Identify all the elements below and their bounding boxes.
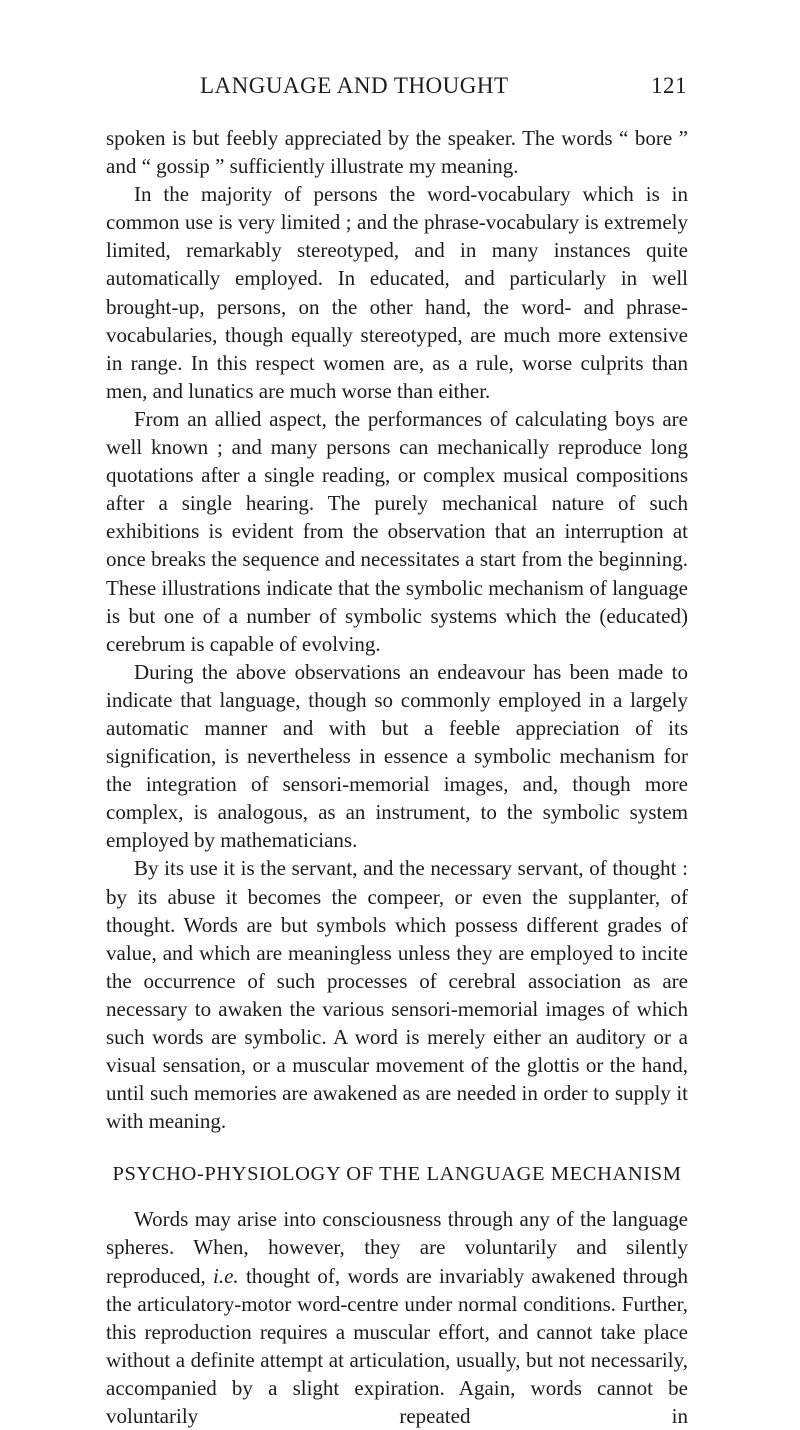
paragraph-continued: spoken is but feebly appreciated by the speaker. The words “ bore ” and “ gossip ” sufficiently illustrate my meaning. xyxy=(106,126,688,179)
paragraph-psycho-physiology xyxy=(106,1205,688,1430)
running-title: LANGUAGE AND THOUGHT xyxy=(200,73,509,98)
section-heading: PSYCHO-PHYSIOLOGY OF THE LANGUAGE MECHANISM xyxy=(112,1163,682,1186)
page-number: 121 xyxy=(651,73,687,98)
paragraph-symbolic-mechanism: During the above observations an endeavour has been made to indicate that language, though so commonly employed in a largely automatic manner and with but a feeble appreciation of its signification, is nevertheless in essence a symbolic mechanism for the integration of sensori-memorial images, and, though more complex, is analogous, as an instrument, to the symbolic system employed by mathematicians. xyxy=(106,659,688,853)
text-run: thought of, words are invariably awakened through the articulatory-motor word-centre under normal conditions. Further, this reproduction requires a muscular effort, and cannot take place without a definite attempt at articulation, usually, but not necessarily, accompanied by a slight expiration. Again, words cannot be voluntarily repeated in xyxy=(106,1263,688,1429)
text-run: Words may arise into consciousness through any of the language spheres. When, however, they are voluntarily and silently reproduced, xyxy=(106,1207,688,1288)
paragraph-vocabulary: In the majority of persons the word-vocabulary which is in common use is very limited ; and the phrase-vocabulary is extremely limited, remarkably stereotyped, and in many instances quite automatically employed. In educated, and particularly in well brought-up, persons, on the other hand, the word- and phrase-vocabularies, though equally stereotyped, are much more extensive in range. In this respect women are, as a rule, worse culprits than men, and lunatics are much worse than either. xyxy=(106,182,688,403)
running-head xyxy=(200,73,687,107)
paragraph-calculating-boys: From an allied aspect, the performances of calculating boys are well known ; and many persons can mechanically reproduce long quotations after a single reading, or complex musical compositions after a single hearing. The purely mechanical nature of such exhibitions is evident from the observation that an interruption at once breaks the sequence and necessitates a start from the beginning. These illustrations indicate that the symbolic mechanism of language is but one of a number of symbolic systems which the (educated) cerebrum is capable of evolving. xyxy=(106,406,688,656)
italic-abbreviation: i.e. xyxy=(213,1263,239,1288)
body-text xyxy=(106,124,688,1430)
paragraph-servant-of-thought: By its use it is the servant, and the necessary servant, of thought : by its abuse it becomes the compeer, or even the supplanter, of thought. Words are but symbols which possess different grades of value, and which are meaningless unless they are employed to incite the occurrence of such processes of cerebral association as are necessary to awaken the various sensori-memorial images of which such words are symbolic. A word is merely either an auditory or a visual sensation, or a muscular movement of the glottis or the hand, until such memories are awakened as are needed in order to supply it with meaning. xyxy=(106,856,688,1134)
